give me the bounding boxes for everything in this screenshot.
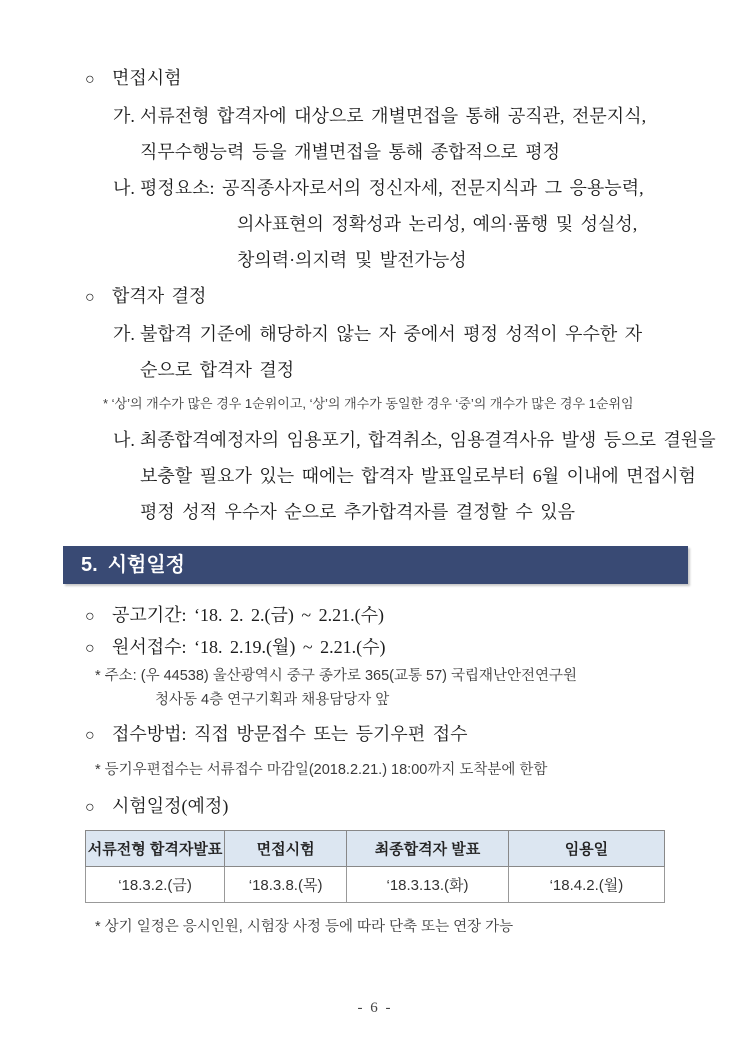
- schedule-note: * 상기 일정은 응시인원, 시험장 사정 등에 따라 단축 또는 연장 가능: [95, 919, 514, 935]
- section-number: 5.: [81, 554, 98, 576]
- cell-doc-pass-date: ‘18.3.2.(금): [86, 867, 225, 903]
- interview-section-line: [0, 60, 750, 98]
- ranking-footnote: * ‘상’의 개수가 많은 경우 1순위이고, ‘상’의 개수가 동일한 경우 ‘중’의 개수가 많은 경우 1순위임: [103, 396, 634, 411]
- method-text: 접수방법: 직접 방문접수 또는 등기우편 접수: [112, 724, 468, 744]
- method-line: [0, 716, 750, 754]
- section-title: 시험일정: [107, 554, 185, 576]
- item-label-na: 나.: [113, 178, 135, 198]
- pass-decision-na-line2: 보충할 필요가 있는 때에는 합격자 발표일로부터 6월 이내에 면접시험: [140, 466, 696, 486]
- schedule-title-text: 시험일정(예정): [112, 796, 229, 816]
- pass-decision-ga-line2: 순으로 합격자 결정: [140, 360, 295, 380]
- cell-appointment-date: ‘18.4.2.(월): [508, 867, 664, 903]
- page-number: - 6 -: [357, 1000, 393, 1016]
- schedule-table-body: [86, 867, 665, 903]
- application-period-line: [0, 632, 750, 664]
- address-note-line2: 청사동 4층 연구기획과 채용담당자 앞: [155, 692, 390, 708]
- schedule-title-line: [0, 788, 750, 826]
- circle-bullet-icon: ○: [85, 799, 95, 816]
- circle-bullet-icon: ○: [85, 640, 95, 657]
- circle-bullet-icon: ○: [85, 289, 95, 306]
- circle-bullet-icon: ○: [85, 727, 95, 744]
- pass-decision-item-ga: [0, 316, 750, 352]
- circle-bullet-icon: ○: [85, 71, 95, 88]
- interview-title: 면접시험: [112, 68, 182, 88]
- header-appointment-day: 임용일: [508, 831, 664, 867]
- interview-na-line3: 창의력·의지력 및 발전가능성: [237, 250, 467, 270]
- table-header-row: [86, 831, 665, 867]
- pass-decision-na-line1: 최종합격예정자의 임용포기, 합격취소, 임용결격사유 발생 등으로 결원을: [140, 430, 716, 450]
- schedule-table: [85, 830, 665, 903]
- table-data-row: [86, 867, 665, 903]
- pass-decision-item-na: [0, 422, 750, 458]
- interview-item-ga: [0, 98, 750, 134]
- interview-item-na: [0, 170, 750, 206]
- header-interview: 면접시험: [225, 831, 347, 867]
- item-label-ga: 가.: [113, 324, 135, 344]
- mail-note: * 등기우편접수는 서류접수 마감일(2018.2.21.) 18:00까지 도착분에 한함: [95, 762, 548, 778]
- schedule-table-head: [86, 831, 665, 867]
- interview-na-line1: 평정요소: 공직종사자로서의 정신자세, 전문지식과 그 응용능력,: [140, 178, 644, 198]
- item-label-ga: 가.: [113, 106, 135, 126]
- pass-decision-na-line3: 평정 성적 우수자 순으로 추가합격자를 결정할 수 있음: [140, 502, 576, 522]
- application-period-text: 원서접수: ‘18. 2.19.(월) ~ 2.21.(수): [112, 637, 386, 657]
- pass-decision-section-line: [0, 278, 750, 316]
- notice-period-text: 공고기간: ‘18. 2. 2.(금) ~ 2.21.(수): [112, 605, 385, 625]
- header-doc-pass-announce: 서류전형 합격자발표: [86, 831, 225, 867]
- interview-na-line2: 의사표현의 정확성과 논리성, 예의·품행 및 성실성,: [237, 214, 638, 234]
- interview-ga-line1: 서류전형 합격자에 대상으로 개별면접을 통해 공직관, 전문지식,: [140, 106, 647, 126]
- interview-ga-line2: 직무수행능력 등을 개별면접을 통해 종합적으로 평정: [140, 142, 561, 162]
- cell-interview-date: ‘18.3.8.(목): [225, 867, 347, 903]
- pass-decision-title: 합격자 결정: [112, 286, 207, 306]
- section-5-header: [63, 546, 688, 584]
- address-note-line1: * 주소: (우 44538) 울산광역시 중구 종가로 365(교통 57) 국립재난안전연구원: [95, 668, 578, 684]
- circle-bullet-icon: ○: [85, 608, 95, 625]
- pass-decision-ga-line1: 불합격 기준에 해당하지 않는 자 중에서 평정 성적이 우수한 자: [140, 324, 643, 344]
- header-final-announce: 최종합격자 발표: [347, 831, 509, 867]
- notice-period-line: [0, 600, 750, 632]
- cell-final-date: ‘18.3.13.(화): [347, 867, 509, 903]
- item-label-na: 나.: [113, 430, 135, 450]
